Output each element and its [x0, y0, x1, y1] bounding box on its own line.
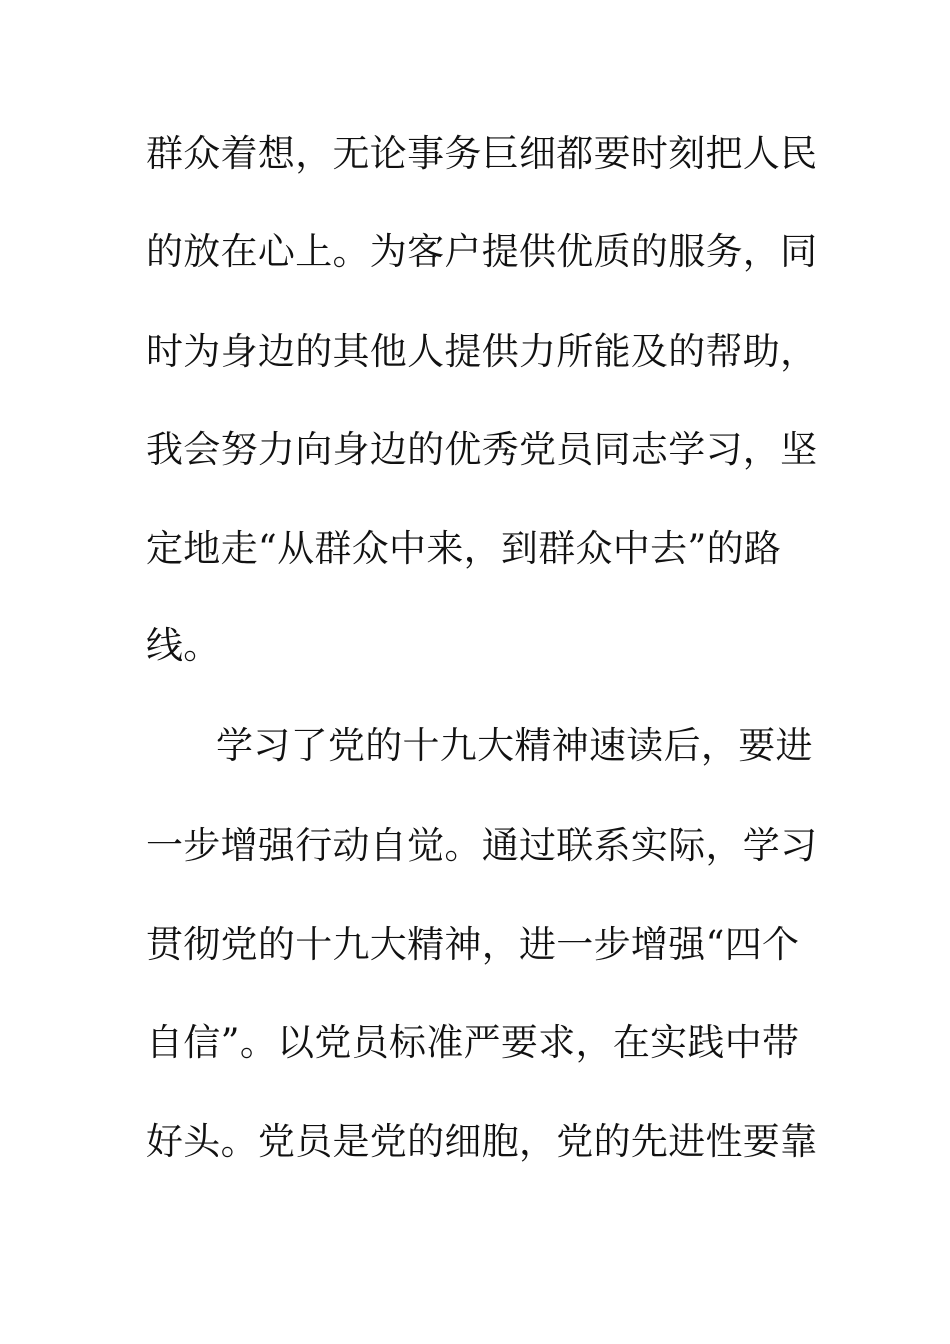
text-line: 定地走“从群众中来，到群众中去”的路: [146, 527, 782, 570]
text-line: 一步增强行动自觉。通过联系实际，学习: [146, 824, 818, 867]
text-line: 的放在心上。为客户提供优质的服务，同: [146, 230, 818, 273]
text-line: 好头。党员是党的细胞，党的先进性要靠: [146, 1120, 818, 1163]
text-line: 自信”。以党员标准严要求，在实践中带: [146, 1021, 800, 1064]
text-line: 群众着想，无论事务巨细都要时刻把人民: [146, 132, 818, 175]
paragraph-first-line: 学习了党的十九大精神速读后，要进: [216, 724, 813, 767]
text-line: 我会努力向身边的优秀党员同志学习，坚: [146, 428, 818, 471]
text-line: 线。: [146, 624, 221, 667]
text-line: 时为身边的其他人提供力所能及的帮助，: [146, 330, 818, 373]
text-line: 贯彻党的十九大精神，进一步增强“四个: [146, 923, 800, 966]
